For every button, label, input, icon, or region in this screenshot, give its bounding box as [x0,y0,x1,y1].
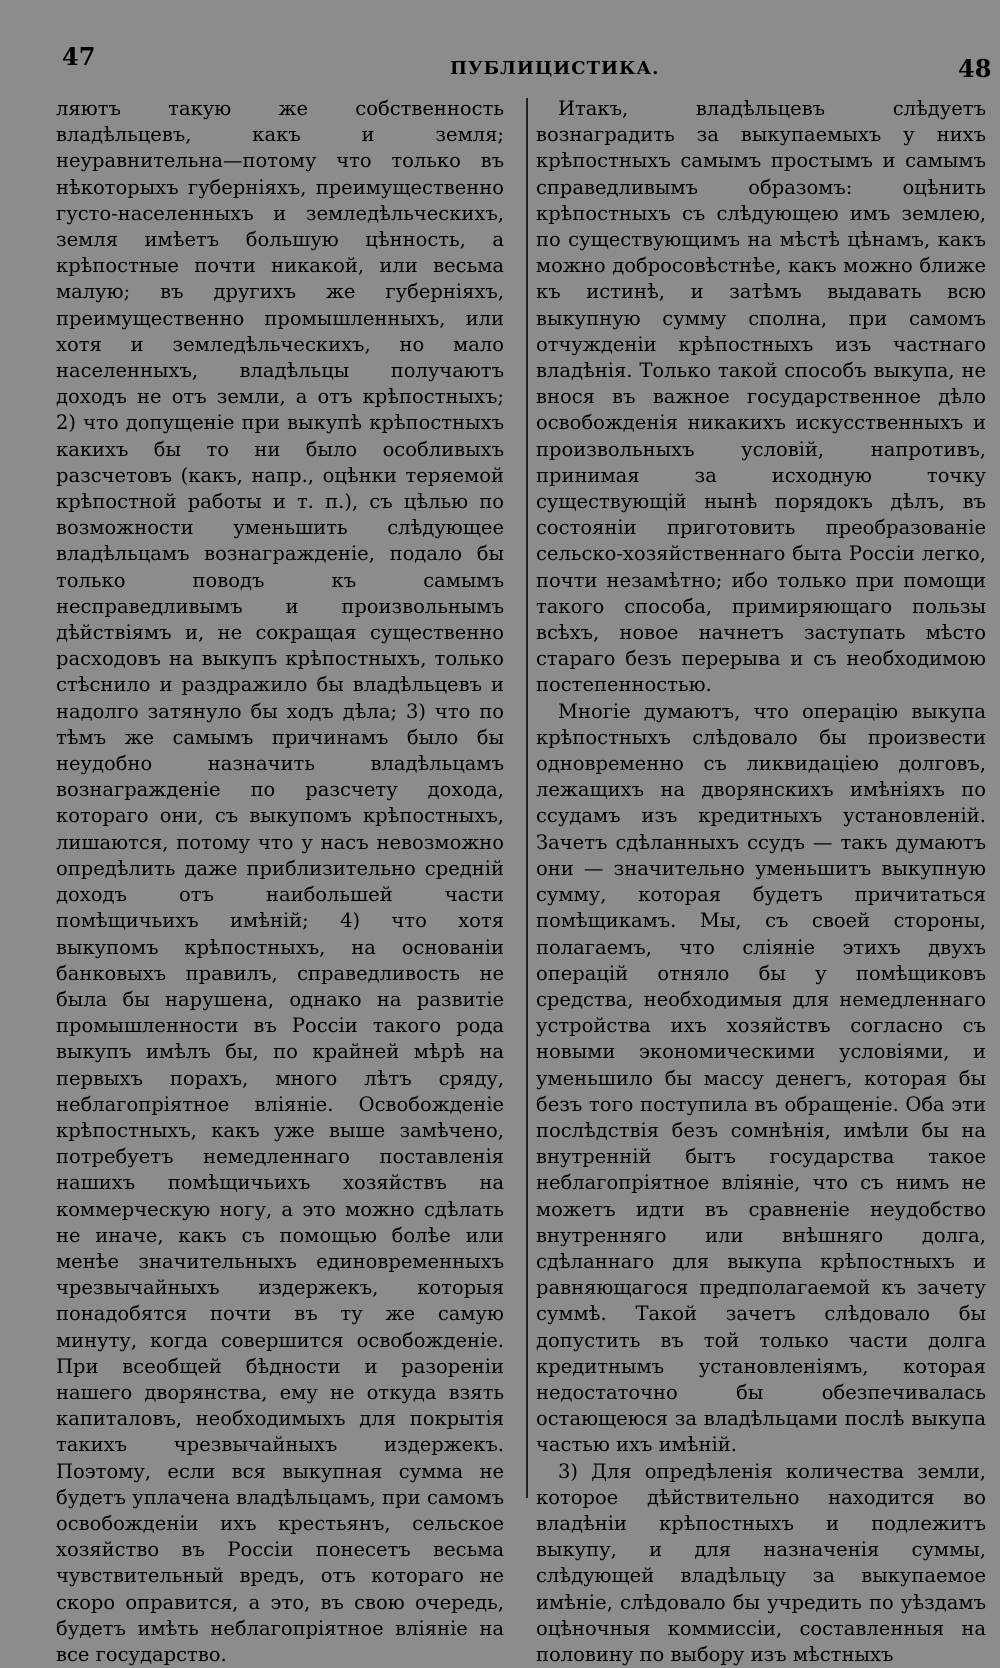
right-column [536,96,986,1668]
column-divider [526,98,528,1498]
page-number-left: 47 [62,42,96,71]
paragraph: ляютъ такую же собственность владѣльцевъ, какъ и земля; неуравнительна—потому что только въ нѣкоторыхъ губерніяхъ, преимущественно густо-населенныхъ и земледѣльческихъ, земля имѣетъ большую цѣнность, а крѣпостные почти никакой, или весьма малую; въ другихъ же губерніяхъ, преимущественно промышленныхъ, или хотя и земледѣльческихъ, но мало населенныхъ, владѣльцы получаютъ доходъ не отъ земли, а отъ крѣпостныхъ; 2) что допущеніе при выкупѣ крѣпостныхъ какихъ бы то ни было особливыхъ разсчетовъ (какъ, напр., оцѣнки теряемой крѣпостной работы и т. п.), съ цѣлью по возможности уменьшить слѣдующее владѣльцамъ вознагражденіе, подало бы только поводъ къ самымъ несправедливымъ и произвольнымъ дѣйствіямъ и, не сокращая существенно расходовъ на выкупъ крѣпостныхъ, только стѣснило и раздражило бы владѣльцевъ и надолго затянуло бы ходъ дѣла; 3) что по тѣмъ же самымъ причинамъ было бы неудобно назначить владѣльцамъ вознагражденіе по разсчету дохода, котораго они, съ выкупомъ крѣпостныхъ, лишаются, потому что у насъ невозможно опредѣлить даже приблизительно средній доходъ отъ наибольшей части помѣщичьихъ имѣній; 4) что хотя выкупомъ крѣпостныхъ, на основаніи банковыхъ правилъ, справедливость не была бы нарушена, однако на развитіе промышленности въ Россіи такого рода выкупъ имѣлъ бы, по крайней мѣрѣ на первыхъ порахъ, много лѣтъ сряду, неблагопріятное вліяніе. Освобожденіе крѣпостныхъ, какъ уже выше замѣчено, потребуетъ немедленнаго поставленія нашихъ помѣщичьихъ хозяйствъ на коммерческую ногу, а это можно сдѣлать не иначе, какъ съ помощью болѣе или менѣе значительныхъ единовременныхъ чрезвычайныхъ издержекъ, которыя понадобятся почти въ ту же самую минуту, когда совершится освобожденіе. При всеобщей бѣдности и разореніи нашего дворянства, ему не откуда взять капиталовъ, необходимыхъ для покрытія такихъ чрезвычайныхъ издержекъ. Поэтому, если вся выкупная сумма не будетъ уплачена владѣльцамъ, при самомъ освобожденіи ихъ крестьянъ, сельское хозяйство въ Россіи понесетъ весьма чувствительный вредъ, отъ котораго не скоро оправится, а это, въ свою очередь, будетъ имѣть неблагопріятное вліяніе на все государство. [56,97,504,1666]
paragraph: Многіе думаютъ, что операцію выкупа крѣпостныхъ слѣдовало бы произвести одновременно съ ликвидаціею долговъ, лежащихъ на дворянскихъ имѣніяхъ по ссудамъ изъ кредитныхъ установленій. Зачетъ сдѣланныхъ ссудъ — такъ думаютъ они — значительно уменьшитъ выкупную сумму, которая будетъ причитаться помѣщикамъ. Мы, съ своей стороны, полагаемъ, что сліяніе этихъ двухъ операцій отняло бы у помѣщиковъ средства, необходимыя для немедленнаго устройства ихъ хозяйствъ согласно съ новыми экономическими условіями, и уменьшило бы массу денегъ, которая бы безъ того поступила въ обращеніе. Оба эти послѣдствія безъ сомнѣнія, имѣли бы на внутренній бытъ государства такое неблагопріятное вліяніе, что съ нимъ не можетъ идти въ сравненіе неудобство внутренняго или внѣшняго долга, сдѣланнаго для выкупа крѣпостныхъ и равняющагося предполагаемой къ зачету суммѣ. Такой зачетъ слѣдовало бы допустить въ той только части долга кредитнымъ установленіямъ, которая недостаточно бы обезпечивалась остающеюся за владѣльцами послѣ выкупа частью ихъ имѣній. [536,699,986,1457]
page-number-right: 48 [958,54,992,83]
paragraph: 3) Для опредѣленія количества земли, которое дѣйствительно находится во владѣніи крѣпостныхъ и подлежитъ выкупу, и для назначенія суммы, слѣдующей владѣльцу за выкупаемое имѣніе, слѣдовало бы учредить по уѣздамъ оцѣночныя коммиссіи, составленныя на половину по выбору изъ мѣстныхъ [536,1459,986,1666]
running-title: ПУБЛИЦИСТИКА. [450,58,660,79]
left-column [56,96,504,1668]
paragraph: Итакъ, владѣльцевъ слѣдуетъ вознаградить за выкупаемыхъ у нихъ крѣпостныхъ самымъ простымъ и самымъ справедливымъ образомъ: оцѣнить крѣпостныхъ съ слѣдующею имъ землею, по существующимъ на мѣстѣ цѣнамъ, какъ можно добросовѣстнѣе, какъ можно ближе къ истинѣ, и затѣмъ выдавать всю выкупную сумму сполна, при самомъ отчужденіи крѣпостныхъ изъ частнаго владѣнія. Только такой способъ выкупа, не внося въ важное государственное дѣло освобожденія никакихъ искусственныхъ и произвольныхъ условій, напротивъ, принимая за исходную точку существующій нынѣ порядокъ дѣлъ, въ состояніи приготовить преобразованіе сельско-хозяйственнаго быта Россіи легко, почти незамѣтно; ибо только при помощи такого способа, примиряющаго пользы всѣхъ, новое начнетъ заступать мѣсто стараго безъ перерыва и съ необходимою постепенностью. [536,97,986,697]
